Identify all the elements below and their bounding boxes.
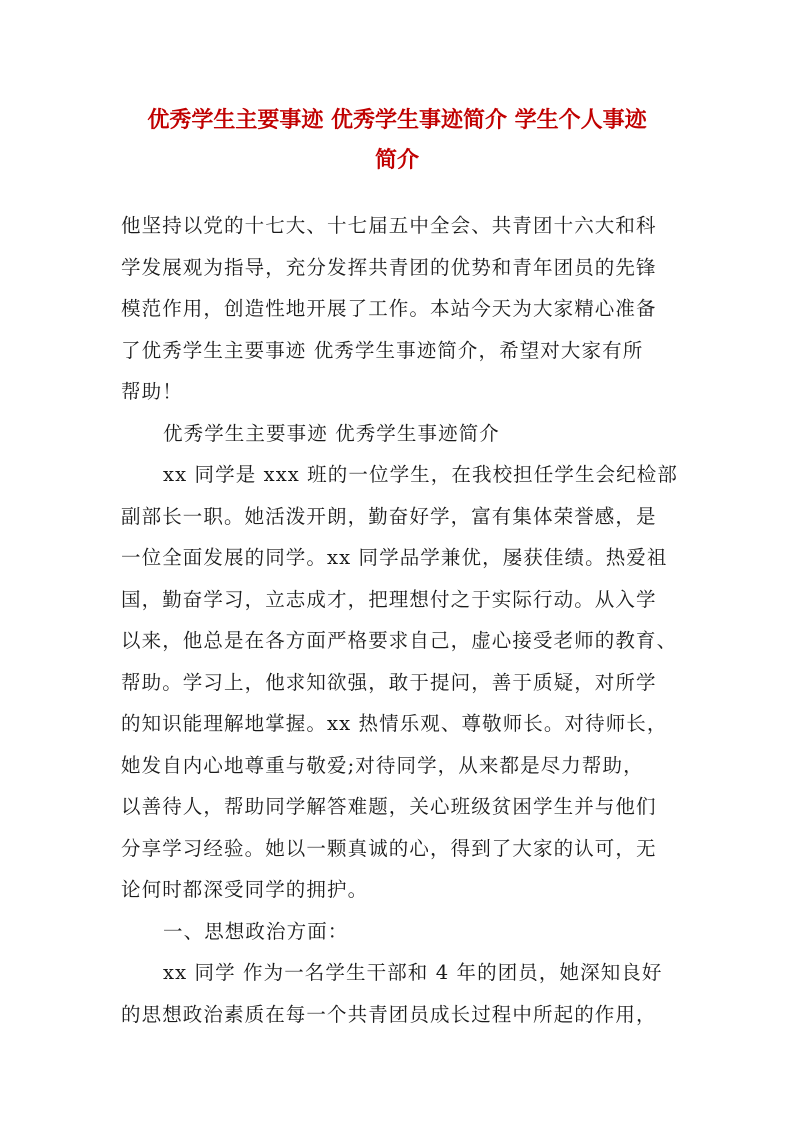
body-line: 学发展观为指导，充分发挥共青团的优势和青年团员的先锋 <box>121 255 657 279</box>
body-line: 他坚持以党的十七大、十七届五中全会、共青团十六大和科 <box>121 214 657 237</box>
section-heading: 优秀学生主要事迹 优秀学生事迹简介 <box>163 421 500 445</box>
document-body <box>121 205 679 1035</box>
body-line: 一位全面发展的同学。xx 同学品学兼优，屡获佳绩。热爱祖 <box>121 546 668 569</box>
body-line: 模范作用，创造性地开展了工作。本站今天为大家精心准备 <box>121 297 657 320</box>
body-line: 帮助！ <box>121 380 183 403</box>
title-line-2: 简介 <box>374 147 419 173</box>
body-line: 以来，他总是在各方面严格要求自己，虚心接受老师的教育、 <box>121 629 678 652</box>
body-line: 副部长一职。她活泼开朗，勤奋好学，富有集体荣誉感，是 <box>121 504 657 528</box>
body-line: 国，勤奋学习，立志成才，把理想付之于实际行动。从入学 <box>121 587 657 611</box>
body-line: 的思想政治素质在每一个共青团员成长过程中所起的作用， <box>121 1002 657 1026</box>
body-line: 以善待人，帮助同学解答难题，关心班级贫困学生并与他们 <box>121 795 657 818</box>
body-line: xx 同学是 xxx 班的一位学生，在我校担任学生会纪检部 <box>163 463 678 486</box>
body-line: 她发自内心地尊重与敬爱;对待同学，从来都是尽力帮助， <box>121 753 644 777</box>
section-heading: 一、思想政治方面： <box>163 919 349 943</box>
body-line: 了优秀学生主要事迹 优秀学生事迹简介，希望对大家有所 <box>121 338 644 362</box>
body-line: 分享学习经验。她以一颗真诚的心，得到了大家的认可，无 <box>121 836 657 860</box>
body-line: 帮助。学习上，他求知欲强，敢于提问，善于质疑，对所学 <box>121 670 657 694</box>
body-line: 的知识能理解地掌握。xx 热情乐观、尊敬师长。对待师长， <box>121 712 668 735</box>
document-title <box>110 100 684 180</box>
body-line: xx 同学 作为一名学生干部和 4 年的团员，她深知良好 <box>163 961 663 984</box>
title-line-1: 优秀学生主要事迹 优秀学生事迹简介 学生个人事迹 <box>147 107 647 133</box>
body-line: 论何时都深受同学的拥护。 <box>121 878 369 901</box>
